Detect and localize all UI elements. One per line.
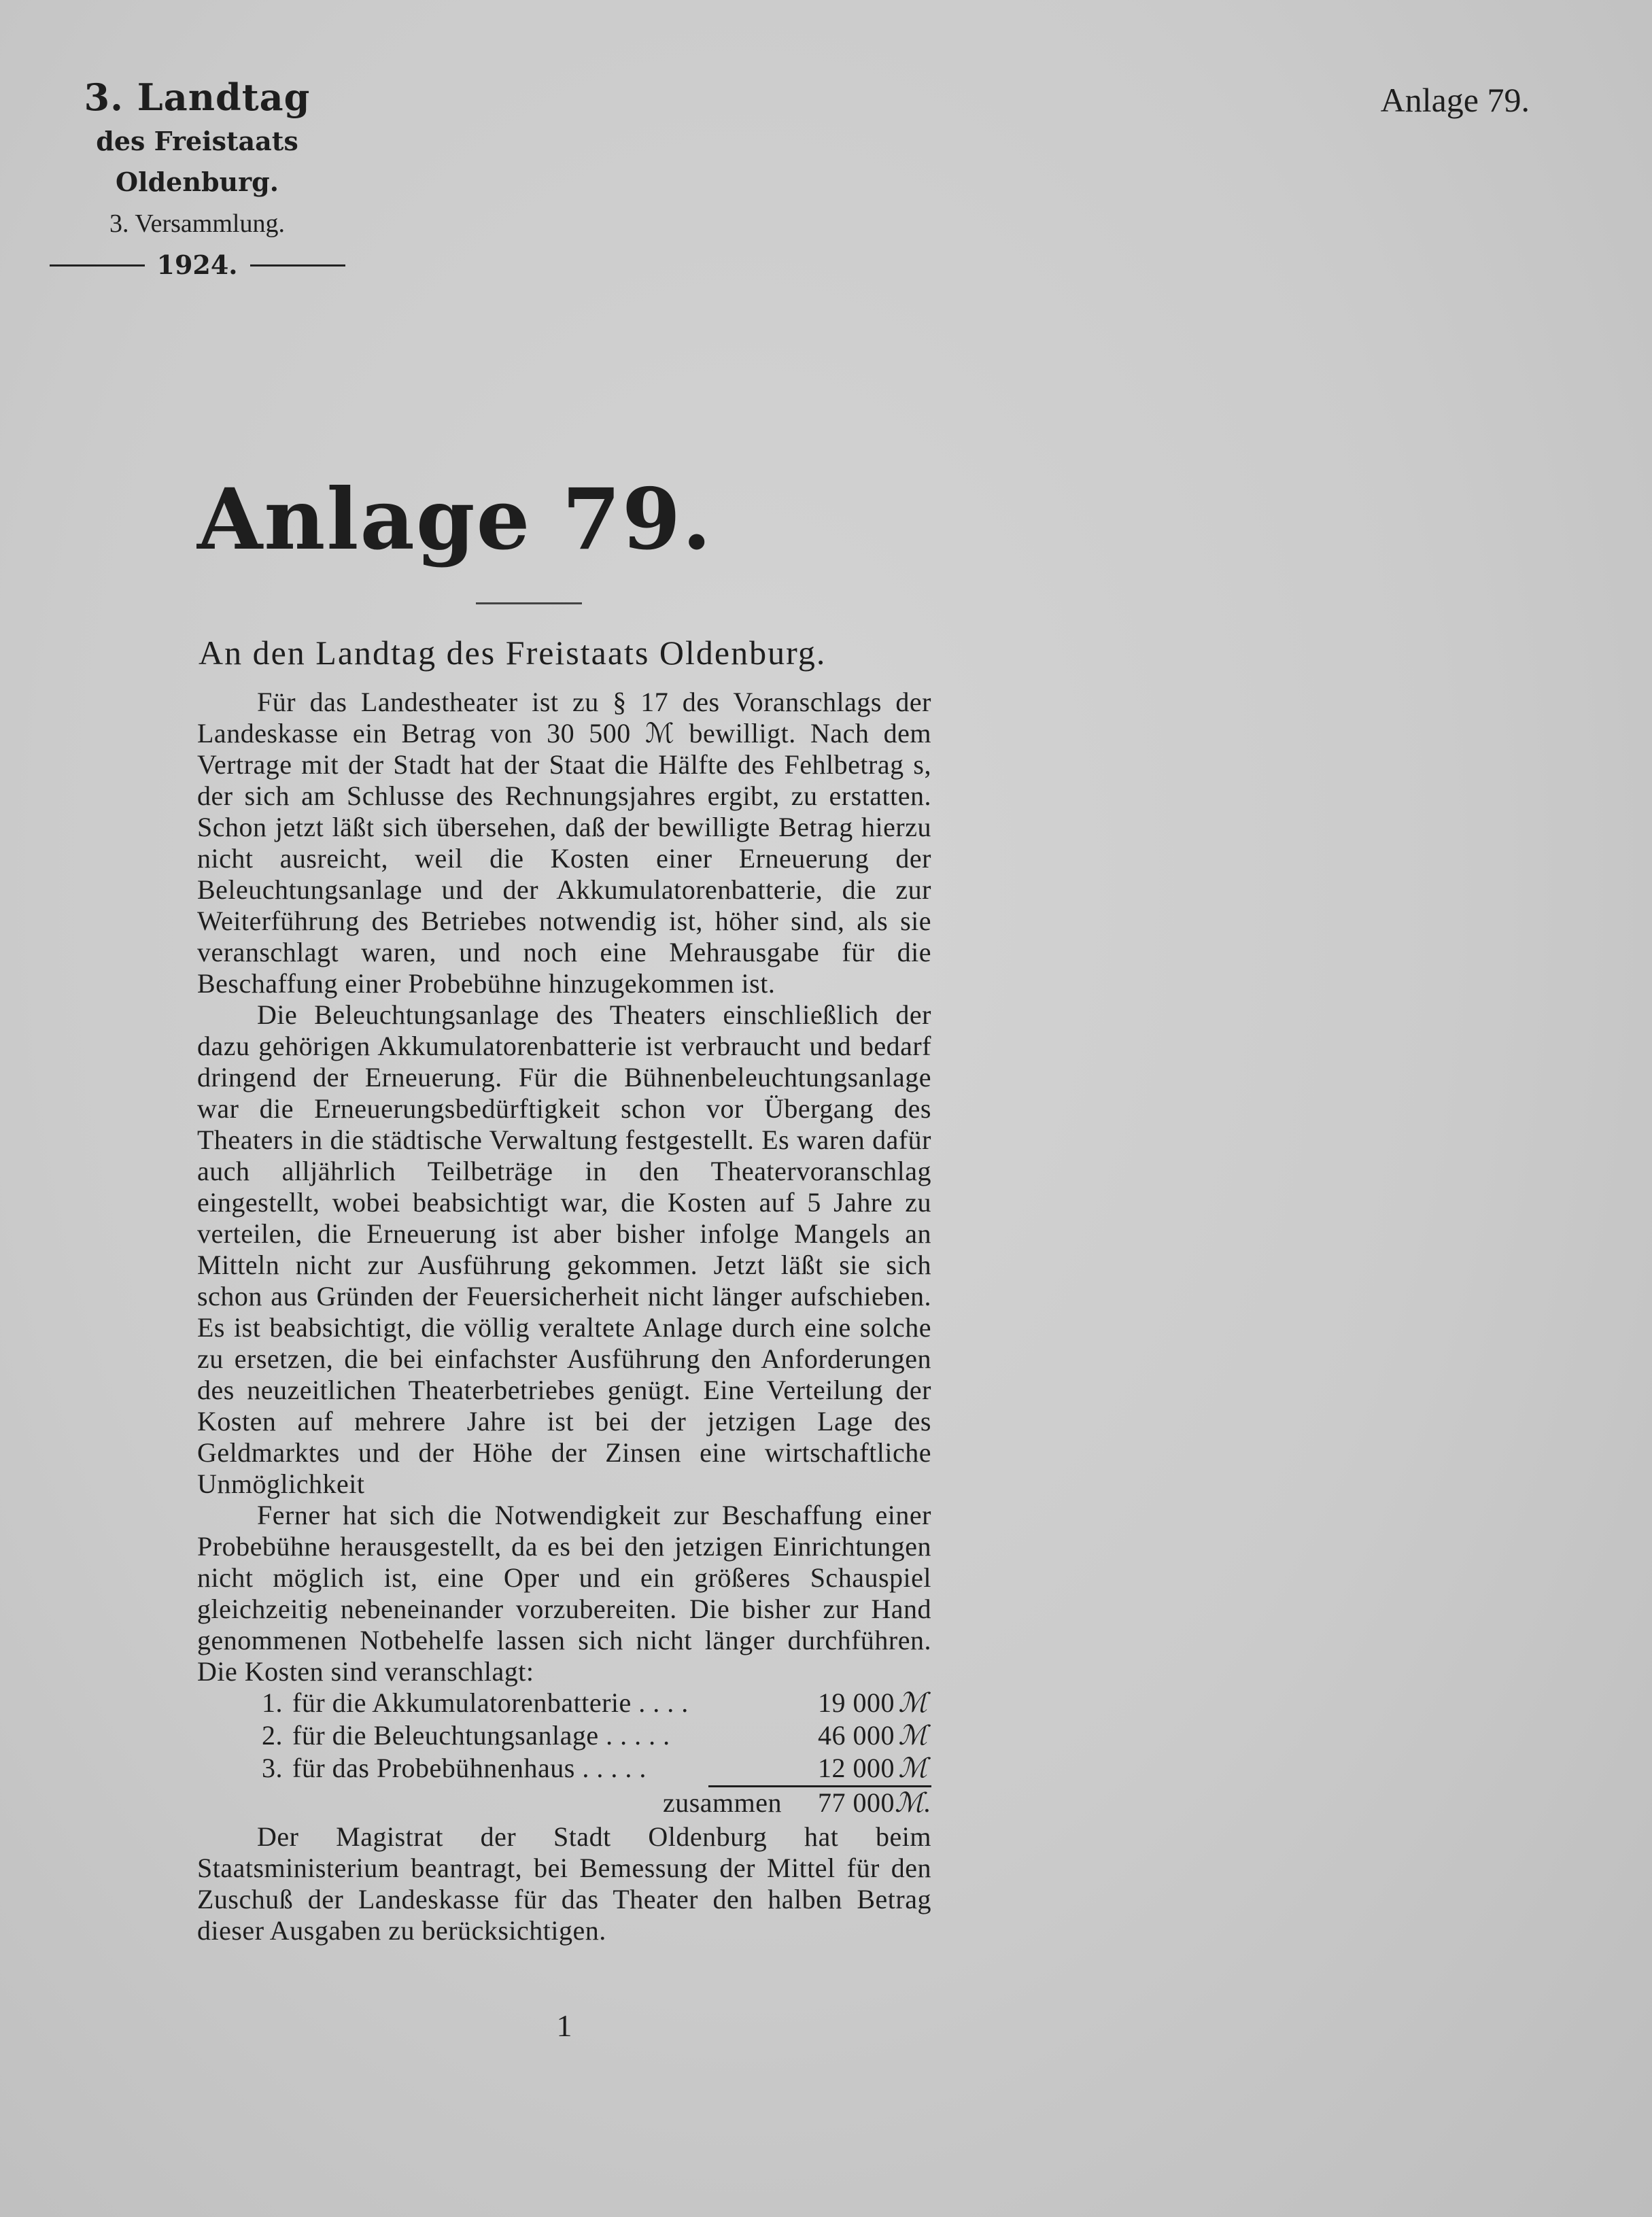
- cost-list: [197, 1687, 931, 1785]
- assembly-line: 3. Versammlung.: [109, 209, 285, 238]
- paragraph: Die Beleuchtungsanlage des Theaters einschließlich der dazu gehörigen Akkumulatorenbatterie ist verbraucht und bedarf dringend der Erneuerung. Für die Bühnenbeleuchtungsanlage war die Erneuerungsbedürftigkeit schon vor Übergang des Theaters in die städtische Verwaltung festgestellt. Es waren dafür auch alljährlich Teilbeträge in den Theatervoranschlag eingestellt, wobei beabsichtigt war, die Kosten auf 5 Jahre zu verteilen, die Erneuerung ist aber bisher infolge Mangels an Mitteln nicht zur Ausführung gekommen. Jetzt läßt sie sich schon aus Gründen der Feuersicherheit nicht länger aufschieben. Es ist beabsichtigt, die völlig veraltete Anlage durch eine solche zu ersetzen, die bei einfachster Ausführung den Anforderungen des neuzeitlichen Theaterbetriebes genügt. Eine Verteilung der Kosten auf mehrere Jahre ist bei der jetzigen Lage des Geldmarktes und der Höhe der Zinsen eine wirtschaftliche Unmöglichkeit: [197, 999, 931, 1499]
- year-rule-right: [250, 264, 345, 267]
- year-text: 1924.: [156, 250, 238, 280]
- year-rule-left: [50, 264, 145, 267]
- paragraph: Ferner hat sich die Notwendigkeit zur Beschaffung einer Probebühne herausgestellt, da es bei den jetzigen Einrichtungen nicht möglich ist, eine Oper und ein größeres Schauspiel gleichzeitig nebeneinander vorzubereiten. Die bisher zur Hand genommenen Notbehelfe lassen sich nicht länger durchführen. Die Kosten sind veranschlagt:: [197, 1500, 931, 1687]
- cost-item: [197, 1720, 931, 1753]
- cost-value: 19 000: [818, 1687, 895, 1718]
- cost-number: 2.: [262, 1720, 283, 1751]
- page-title: Anlage 79.: [197, 470, 713, 569]
- total-line: [197, 1787, 931, 1821]
- mark-currency-icon: ℳ: [898, 1753, 928, 1783]
- header-left-block: [41, 73, 354, 286]
- cost-number: 3.: [262, 1753, 283, 1783]
- cost-item: [197, 1687, 931, 1720]
- year-line: [41, 245, 354, 286]
- cost-number: 1.: [262, 1687, 283, 1718]
- total-label: zusammen: [662, 1787, 782, 1818]
- page-number: 1: [556, 2008, 572, 2043]
- paragraph: Für das Landestheater ist zu § 17 des Voranschlags der Landeskasse ein Betrag von 30 500 ℳ bewilligt. Nach dem Vertrage mit der Stadt hat der Staat die Hälfte des Fehlbetrag s, der sich am Schlusse des Rechnungsjahres ergibt, zu erstatten. Schon jetzt läßt sich übersehen, daß der bewilligte Betrag hierzu nicht ausreicht, weil die Kosten einer Erneuerung der Beleuchtungsanlage und der Akkumulatorenbatterie, die zur Weiterführung des Betriebes notwendig ist, höher sind, als sie veranschlagt waren, und noch eine Mehrausgabe für die Beschaffung einer Probebühne hinzugekommen ist.: [197, 687, 931, 999]
- cost-value: 46 000: [818, 1720, 895, 1751]
- mark-currency-icon: ℳ: [898, 1720, 928, 1751]
- title-divider: [476, 602, 582, 604]
- cost-item: [197, 1753, 931, 1785]
- cost-label: für das Probebühnenhaus . . . . .: [292, 1753, 647, 1783]
- cost-value: 12 000: [818, 1753, 895, 1783]
- cost-label: für die Akkumulatorenbatterie . . . .: [292, 1687, 689, 1718]
- header-right-annex: Anlage 79.: [1380, 81, 1530, 119]
- cost-label: für die Beleuchtungsanlage . . . . .: [292, 1720, 670, 1751]
- mark-currency-icon: ℳ: [898, 1687, 928, 1718]
- landtag-heading: 3. Landtag: [84, 75, 311, 119]
- total-value: 77 000: [818, 1787, 895, 1818]
- body-text: [197, 687, 931, 1946]
- closing-paragraph: Der Magistrat der Stadt Oldenburg hat beim Staatsministerium beantragt, bei Bemessung der Mittel für den Zuschuß der Landeskasse für das Theater den halben Betrag dieser Ausgaben zu berücksichtigen.: [197, 1821, 931, 1946]
- state-name: des Freistaats Oldenburg.: [96, 126, 298, 197]
- mark-currency-icon: ℳ.: [895, 1787, 931, 1818]
- addressee-line: An den Landtag des Freistaats Oldenburg.: [199, 634, 827, 672]
